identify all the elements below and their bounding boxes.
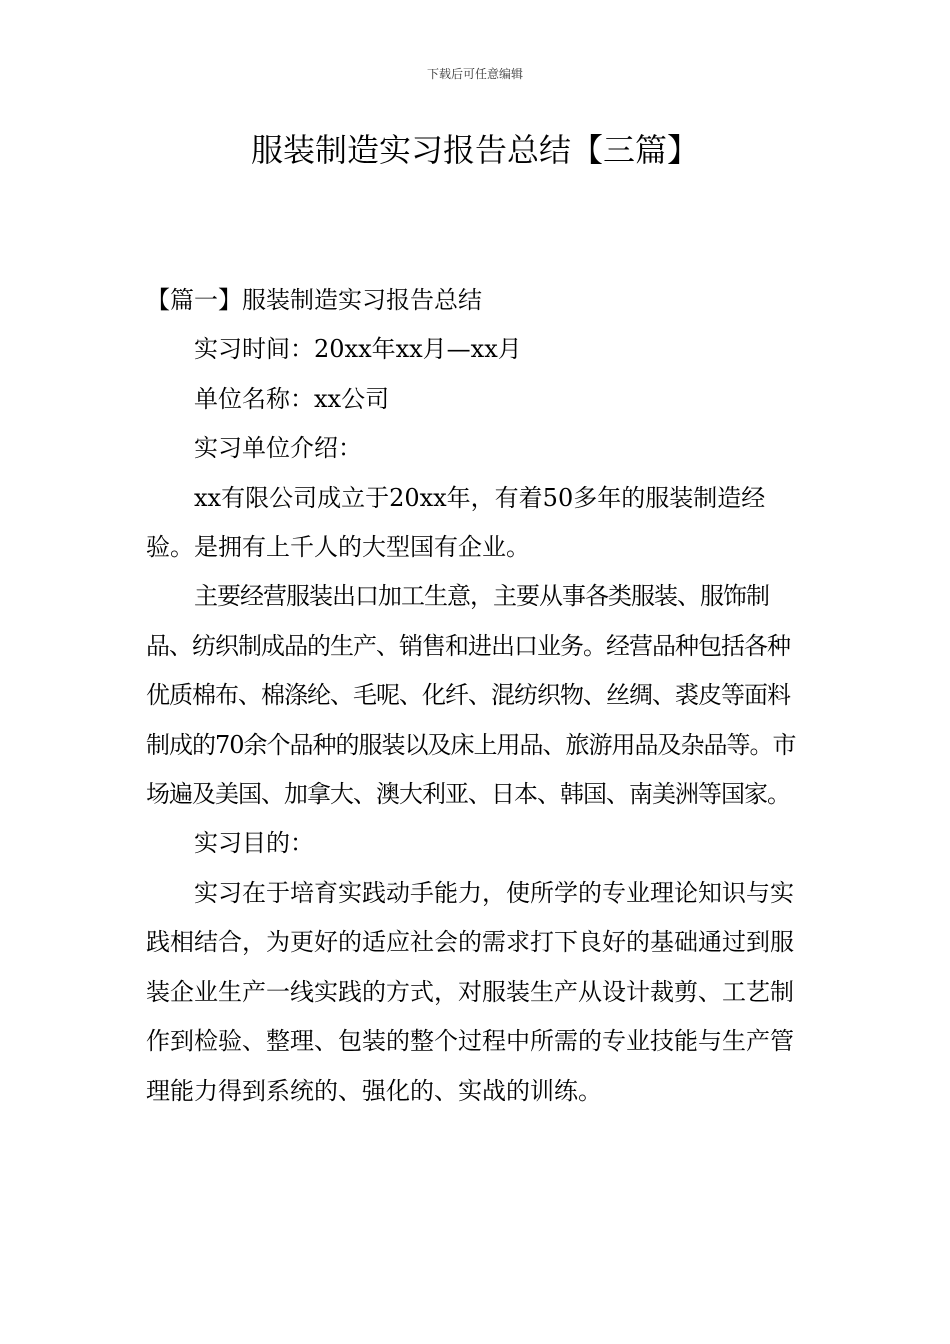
company-history-paragraph: xx有限公司成立于20xx年，有着50多年的服装制造经验。是拥有上千人的大型国有企业。 [146, 483, 766, 562]
header-note: 下载后可任意编辑 [426, 67, 523, 81]
company-intro-label: 实习单位介绍： [194, 434, 362, 463]
section-heading: 【篇一】服装制造实习报告总结 [146, 286, 482, 314]
document-body [146, 276, 808, 1116]
internship-purpose-paragraph: 实习在于培育实践动手能力，使所学的专业理论知识与实践相结合，为更好的适应社会的需求打下良好的基础通过到服装企业生产一线实践的方式，对服装生产从设计裁剪、工艺制作到检验、整理、包装的整个过程中所需的专业技能与生产管理能力得到系统的、强化的、实战的训练。 [146, 878, 794, 1105]
business-scope-paragraph: 主要经营服装出口加工生意，主要从事各类服装、服饰制品、纺织制成品的生产、销售和进出口业务。经营品种包括各种优质棉布、棉涤纶、毛呢、化纤、混纺织物、丝绸、裘皮等面料制成的70余个品种的服装以及床上用品、旅游用品及杂品等。市场遍及美国、加拿大、澳大利亚、日本、韩国、南美洲等国家。 [146, 582, 796, 809]
internship-purpose-label: 实习目的： [194, 829, 314, 858]
document-title: 服装制造实习报告总结【三篇】 [250, 131, 699, 169]
company-name-paragraph: 单位名称：xx公司 [194, 384, 390, 413]
internship-time-paragraph: 实习时间：20xx年xx月—xx月 [194, 335, 522, 364]
